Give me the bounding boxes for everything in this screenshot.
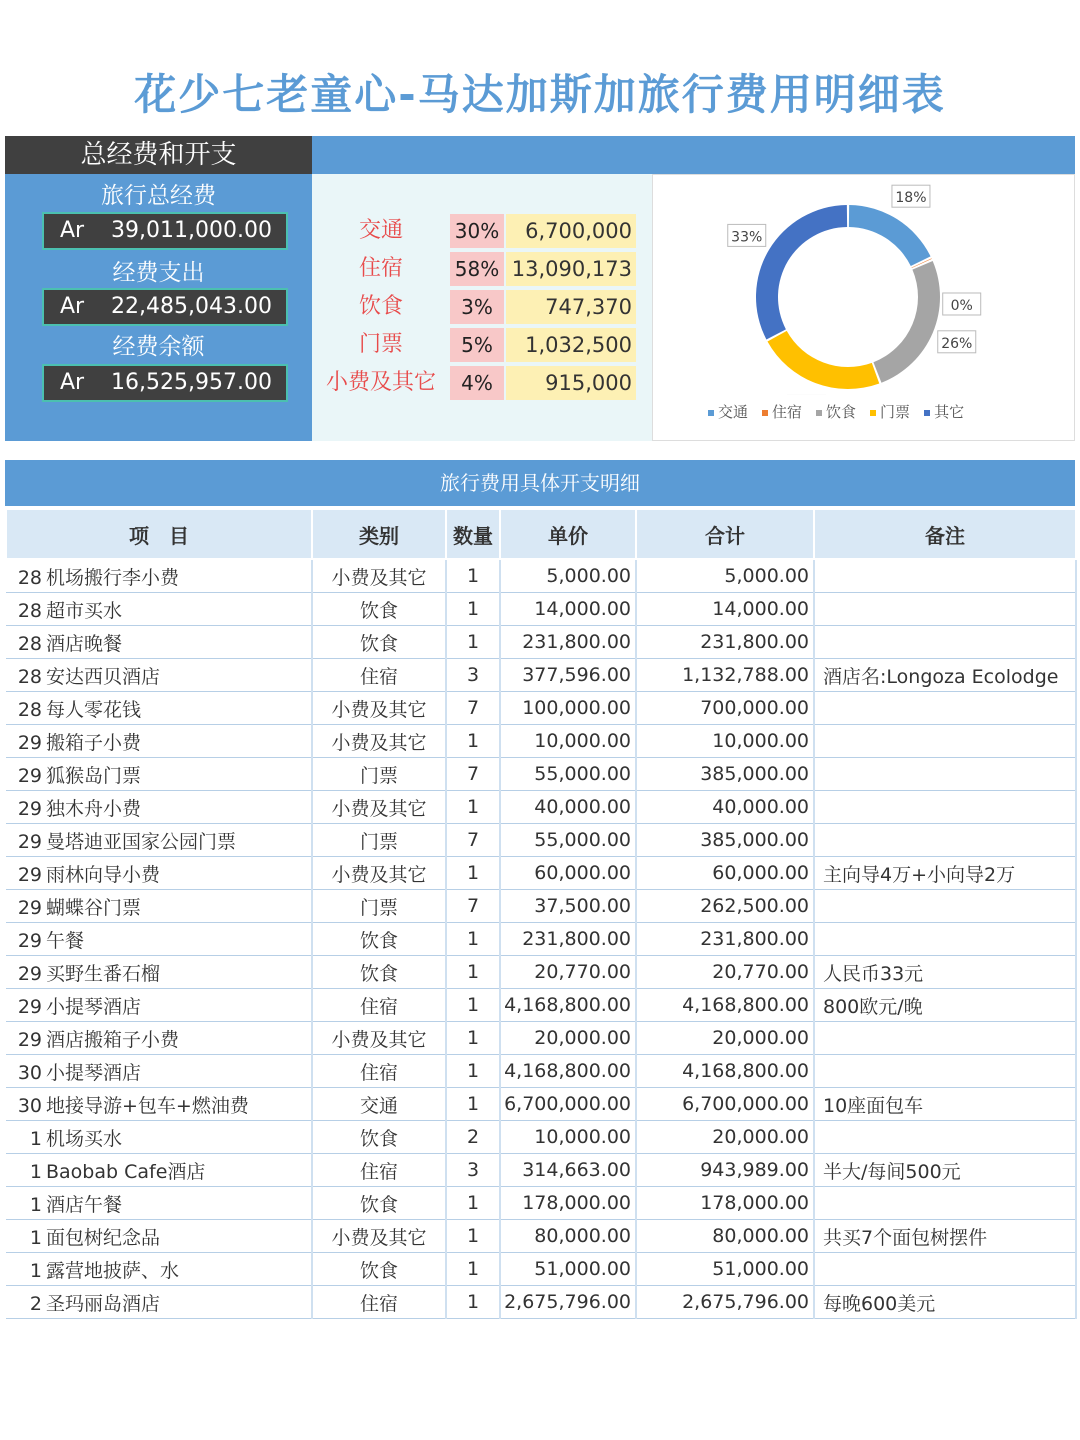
budget-panel	[5, 174, 312, 441]
legend-swatch	[708, 410, 714, 416]
cell-total: 60,000.00	[636, 857, 814, 890]
donut-label	[943, 293, 981, 315]
cell-total: 80,000.00	[636, 1220, 814, 1253]
remain-label: 经费余额	[112, 334, 205, 360]
cell-qty: 1	[446, 1088, 500, 1121]
cell-total: 4,168,800.00	[636, 1055, 814, 1088]
table-row	[6, 890, 1076, 923]
spent-value: 22,485,043.00	[111, 294, 272, 319]
cell-item-name: 独木舟小费	[46, 797, 142, 820]
cell-price: 231,800.00	[500, 923, 636, 956]
cell-day: 28	[17, 599, 42, 622]
cell-note: 800欧元/晚	[814, 989, 1076, 1022]
category-row	[312, 290, 652, 324]
cell-category: 饮食	[312, 593, 446, 626]
cell-qty: 7	[446, 692, 500, 725]
cell-qty: 1	[446, 1187, 500, 1220]
table-header-row	[6, 509, 1076, 559]
cell-total: 40,000.00	[636, 791, 814, 824]
table-row	[6, 659, 1076, 692]
cell-qty: 1	[446, 559, 500, 593]
cell-note	[814, 1121, 1076, 1154]
cell-day: 30	[17, 1061, 42, 1084]
cell-total: 262,500.00	[636, 890, 814, 923]
total-currency: Ar	[60, 218, 85, 243]
cell-category: 小费及其它	[312, 791, 446, 824]
cell-category: 住宿	[312, 1055, 446, 1088]
category-name: 小费及其它	[325, 370, 436, 395]
table-row	[6, 1121, 1076, 1154]
cell-note	[814, 626, 1076, 659]
spent-currency: Ar	[60, 294, 85, 319]
legend-label: 饮食	[826, 403, 857, 421]
cell-category: 饮食	[312, 923, 446, 956]
col-header-item: 项 目	[6, 509, 312, 559]
table-row	[6, 559, 1076, 593]
legend-swatch	[762, 410, 768, 416]
cell-category: 饮食	[312, 956, 446, 989]
cell-category: 交通	[312, 1088, 446, 1121]
cell-item-name: 机场搬行李小费	[46, 566, 180, 589]
donut-label	[728, 224, 766, 246]
cell-price: 37,500.00	[500, 890, 636, 923]
category-amount: 13,090,173	[506, 252, 636, 286]
cell-qty: 2	[446, 1121, 500, 1154]
cell-category: 小费及其它	[312, 692, 446, 725]
cell-total: 6,700,000.00	[636, 1088, 814, 1121]
cell-qty: 1	[446, 923, 500, 956]
legend-label: 交通	[718, 403, 749, 421]
cell-price: 80,000.00	[500, 1220, 636, 1253]
cell-note	[814, 725, 1076, 758]
cell-note	[814, 559, 1076, 593]
cell-note	[814, 1055, 1076, 1088]
cell-note: 每晚600美元	[814, 1286, 1076, 1319]
cell-day: 29	[17, 863, 42, 886]
legend-item	[870, 403, 910, 421]
cell-item	[6, 1055, 312, 1088]
cell-day: 29	[17, 830, 42, 853]
remain-box	[42, 364, 288, 402]
donut-chart	[653, 175, 1074, 395]
cell-day: 29	[17, 962, 42, 985]
table-row	[6, 692, 1076, 725]
cell-qty: 3	[446, 659, 500, 692]
cell-day: 28	[17, 665, 42, 688]
svg-text:26%: 26%	[941, 335, 973, 352]
cell-price: 40,000.00	[500, 791, 636, 824]
cell-category: 饮食	[312, 626, 446, 659]
table-row	[6, 923, 1076, 956]
cell-note: 10座面包车	[814, 1088, 1076, 1121]
cell-day: 29	[17, 731, 42, 754]
category-pct: 3%	[450, 290, 504, 324]
cell-price: 6,700,000.00	[500, 1088, 636, 1121]
cell-day: 29	[17, 1028, 42, 1051]
cell-day: 1	[29, 1193, 42, 1216]
cell-price: 100,000.00	[500, 692, 636, 725]
cell-day: 1	[29, 1127, 42, 1150]
donut-label	[892, 185, 930, 207]
cell-note	[814, 593, 1076, 626]
cell-item	[6, 1220, 312, 1253]
cell-total: 943,989.00	[636, 1154, 814, 1187]
table-row	[6, 1088, 1076, 1121]
cell-price: 231,800.00	[500, 626, 636, 659]
legend-item	[816, 403, 856, 421]
cell-day: 29	[17, 797, 42, 820]
category-row	[312, 252, 652, 286]
cell-category: 小费及其它	[312, 1022, 446, 1055]
cell-day: 1	[29, 1226, 42, 1249]
cell-item	[6, 791, 312, 824]
cell-category: 小费及其它	[312, 1220, 446, 1253]
table-row	[6, 857, 1076, 890]
cell-price: 20,770.00	[500, 956, 636, 989]
cell-qty: 1	[446, 989, 500, 1022]
cell-note	[814, 1253, 1076, 1286]
cell-category: 小费及其它	[312, 559, 446, 593]
legend-item	[762, 403, 802, 421]
cell-category: 饮食	[312, 1121, 446, 1154]
col-header-total: 合计	[636, 509, 814, 559]
cell-item-name: 曼塔迪亚国家公园门票	[46, 830, 237, 853]
cell-note	[814, 923, 1076, 956]
legend-item	[708, 403, 748, 421]
cell-category: 住宿	[312, 989, 446, 1022]
category-name: 住宿	[358, 256, 403, 281]
cell-note: 共买7个面包树摆件	[814, 1220, 1076, 1253]
cell-item	[6, 989, 312, 1022]
category-amount: 915,000	[506, 366, 636, 400]
cell-category: 门票	[312, 824, 446, 857]
table-row	[6, 1220, 1076, 1253]
cell-note	[814, 824, 1076, 857]
table-row	[6, 956, 1076, 989]
cell-category: 门票	[312, 758, 446, 791]
cell-item-name: 地接导游+包车+燃油费	[46, 1094, 249, 1117]
cell-item	[6, 956, 312, 989]
cell-qty: 3	[446, 1154, 500, 1187]
cell-total: 20,770.00	[636, 956, 814, 989]
cell-day: 28	[17, 632, 42, 655]
cell-total: 20,000.00	[636, 1121, 814, 1154]
cell-item-name: 小提琴酒店	[46, 1061, 142, 1084]
cell-category: 住宿	[312, 659, 446, 692]
cell-qty: 1	[446, 1022, 500, 1055]
remain-value: 16,525,957.00	[111, 370, 272, 395]
donut-slice	[849, 205, 931, 266]
remain-currency: Ar	[60, 370, 85, 395]
cell-item	[6, 857, 312, 890]
table-row	[6, 758, 1076, 791]
cell-qty: 7	[446, 758, 500, 791]
cell-item	[6, 659, 312, 692]
legend-label: 门票	[880, 403, 911, 421]
cell-category: 住宿	[312, 1286, 446, 1319]
summary-header: 总经费和开支	[5, 136, 312, 174]
donut-chart-panel	[652, 174, 1075, 441]
cell-total: 51,000.00	[636, 1253, 814, 1286]
cell-price: 60,000.00	[500, 857, 636, 890]
cell-price: 4,168,800.00	[500, 989, 636, 1022]
detail-table	[5, 508, 1077, 1319]
cell-total: 385,000.00	[636, 758, 814, 791]
col-header-qty: 数量	[446, 509, 500, 559]
category-pct: 5%	[450, 328, 504, 362]
cell-note: 主向导4万+小向导2万	[814, 857, 1076, 890]
svg-text:0%: 0%	[950, 297, 973, 314]
cell-total: 2,675,796.00	[636, 1286, 814, 1319]
col-header-note: 备注	[814, 509, 1076, 559]
table-row	[6, 824, 1076, 857]
category-panel	[312, 174, 652, 441]
category-name: 交通	[358, 218, 403, 243]
cell-item	[6, 692, 312, 725]
cell-item	[6, 923, 312, 956]
cell-price: 55,000.00	[500, 824, 636, 857]
cell-qty: 1	[446, 1220, 500, 1253]
table-row	[6, 1253, 1076, 1286]
cell-item-name: 酒店搬箱子小费	[46, 1028, 180, 1051]
cell-day: 2	[29, 1292, 42, 1315]
cell-total: 1,132,788.00	[636, 659, 814, 692]
cell-item	[6, 1121, 312, 1154]
chart-legend	[708, 401, 978, 422]
cell-category: 小费及其它	[312, 725, 446, 758]
legend-swatch	[816, 410, 822, 416]
cell-price: 55,000.00	[500, 758, 636, 791]
cell-item-name: 蝴蝶谷门票	[46, 896, 142, 919]
category-pct: 58%	[450, 252, 504, 286]
cell-qty: 1	[446, 593, 500, 626]
cell-note: 半大/每间500元	[814, 1154, 1076, 1187]
cell-item-name: 买野生番石榴	[46, 962, 161, 985]
table-row	[6, 626, 1076, 659]
category-row	[312, 366, 652, 400]
cell-item-name: 小提琴酒店	[46, 995, 142, 1018]
cell-item-name: 雨林向导小费	[46, 863, 161, 886]
cell-item	[6, 1154, 312, 1187]
cell-price: 10,000.00	[500, 725, 636, 758]
cell-item-name: 安达西贝酒店	[46, 665, 161, 688]
cell-note	[814, 692, 1076, 725]
cell-qty: 1	[446, 791, 500, 824]
spent-box	[42, 288, 288, 326]
legend-swatch	[924, 410, 930, 416]
cell-item	[6, 725, 312, 758]
cell-qty: 1	[446, 956, 500, 989]
cell-price: 178,000.00	[500, 1187, 636, 1220]
cell-item-name: 面包树纪念品	[46, 1226, 161, 1249]
cell-total: 385,000.00	[636, 824, 814, 857]
cell-category: 饮食	[312, 1187, 446, 1220]
cell-qty: 1	[446, 1055, 500, 1088]
cell-item-name: 午餐	[46, 929, 85, 952]
detail-header: 旅行费用具体开支明细	[5, 460, 1075, 506]
cell-price: 51,000.00	[500, 1253, 636, 1286]
cell-item-name: 露营地披萨、水	[46, 1259, 180, 1282]
category-amount: 6,700,000	[506, 214, 636, 248]
cell-price: 14,000.00	[500, 593, 636, 626]
legend-label: 其它	[934, 403, 965, 421]
cell-item-name: 超市买水	[46, 599, 123, 622]
cell-item	[6, 1187, 312, 1220]
total-budget-box	[42, 212, 288, 250]
donut-slice	[767, 331, 879, 389]
cell-qty: 1	[446, 857, 500, 890]
category-amount: 1,032,500	[506, 328, 636, 362]
category-name: 饮食	[358, 294, 403, 319]
summary-header-bar	[312, 136, 1075, 174]
cell-qty: 1	[446, 1286, 500, 1319]
cell-qty: 1	[446, 1253, 500, 1286]
cell-category: 小费及其它	[312, 857, 446, 890]
category-row	[312, 214, 652, 248]
cell-note: 人民币33元	[814, 956, 1076, 989]
donut-label	[938, 331, 976, 353]
cell-total: 700,000.00	[636, 692, 814, 725]
cell-item	[6, 824, 312, 857]
category-name: 门票	[358, 332, 403, 357]
table-row	[6, 1022, 1076, 1055]
cell-price: 314,663.00	[500, 1154, 636, 1187]
svg-text:33%: 33%	[731, 229, 763, 246]
cell-total: 178,000.00	[636, 1187, 814, 1220]
cell-qty: 7	[446, 824, 500, 857]
cell-price: 2,675,796.00	[500, 1286, 636, 1319]
total-budget-value: 39,011,000.00	[111, 218, 272, 243]
cell-category: 饮食	[312, 1253, 446, 1286]
cell-day: 29	[17, 896, 42, 919]
page-title: 花少七老童心-马达加斯加旅行费用明细表	[134, 70, 946, 119]
donut-slice	[873, 261, 940, 383]
col-header-category: 类别	[312, 509, 446, 559]
cell-price: 377,596.00	[500, 659, 636, 692]
cell-item	[6, 1286, 312, 1319]
cell-note: 酒店名:Longoza Ecolodge	[814, 659, 1076, 692]
cell-day: 29	[17, 995, 42, 1018]
cell-item-name: 酒店午餐	[46, 1193, 123, 1216]
category-row	[312, 328, 652, 362]
cell-item	[6, 559, 312, 593]
cell-item	[6, 1022, 312, 1055]
table-row	[6, 989, 1076, 1022]
cell-price: 4,168,800.00	[500, 1055, 636, 1088]
cell-item-name: 机场买水	[46, 1127, 123, 1150]
cell-category: 门票	[312, 890, 446, 923]
legend-item	[924, 403, 964, 421]
cell-item-name: 酒店晚餐	[46, 632, 123, 655]
svg-text:18%: 18%	[895, 190, 927, 207]
summary-section	[5, 136, 1075, 441]
cell-qty: 7	[446, 890, 500, 923]
category-amount: 747,370	[506, 290, 636, 324]
table-row	[6, 791, 1076, 824]
table-row	[6, 1154, 1076, 1187]
cell-day: 1	[29, 1259, 42, 1282]
cell-note	[814, 1187, 1076, 1220]
legend-swatch	[870, 410, 876, 416]
table-row	[6, 1055, 1076, 1088]
cell-total: 20,000.00	[636, 1022, 814, 1055]
cell-item	[6, 1253, 312, 1286]
table-row	[6, 725, 1076, 758]
donut-slice	[756, 205, 847, 339]
cell-day: 1	[29, 1160, 42, 1183]
cell-total: 5,000.00	[636, 559, 814, 593]
cell-item-name: 每人零花钱	[46, 698, 142, 721]
table-row	[6, 1187, 1076, 1220]
cell-category: 住宿	[312, 1154, 446, 1187]
cell-item	[6, 1088, 312, 1121]
cell-total: 10,000.00	[636, 725, 814, 758]
cell-item	[6, 890, 312, 923]
cell-note	[814, 890, 1076, 923]
col-header-price: 单价	[500, 509, 636, 559]
category-pct: 4%	[450, 366, 504, 400]
cell-price: 20,000.00	[500, 1022, 636, 1055]
legend-label: 住宿	[772, 403, 803, 421]
cell-day: 29	[17, 764, 42, 787]
detail-table-body	[6, 559, 1076, 1319]
cell-qty: 1	[446, 725, 500, 758]
cell-item-name: 搬箱子小费	[46, 731, 142, 754]
cell-item	[6, 593, 312, 626]
cell-price: 10,000.00	[500, 1121, 636, 1154]
cell-item-name: 圣玛丽岛酒店	[46, 1292, 161, 1315]
cell-item	[6, 758, 312, 791]
table-row	[6, 593, 1076, 626]
cell-total: 4,168,800.00	[636, 989, 814, 1022]
cell-note	[814, 758, 1076, 791]
cell-day: 30	[17, 1094, 42, 1117]
cell-item	[6, 626, 312, 659]
cell-note	[814, 1022, 1076, 1055]
cell-item-name: Baobab Cafe酒店	[46, 1160, 206, 1183]
cell-note	[814, 791, 1076, 824]
table-row	[6, 1286, 1076, 1319]
cell-qty: 1	[446, 626, 500, 659]
cell-item-name: 狐猴岛门票	[46, 764, 142, 787]
category-pct: 30%	[450, 214, 504, 248]
spent-label: 经费支出	[112, 260, 205, 286]
cell-day: 29	[17, 929, 42, 952]
total-budget-label: 旅行总经费	[101, 183, 216, 209]
cell-total: 231,800.00	[636, 626, 814, 659]
cell-total: 14,000.00	[636, 593, 814, 626]
cell-day: 28	[17, 566, 42, 589]
cell-total: 231,800.00	[636, 923, 814, 956]
cell-day: 28	[17, 698, 42, 721]
cell-price: 5,000.00	[500, 559, 636, 593]
